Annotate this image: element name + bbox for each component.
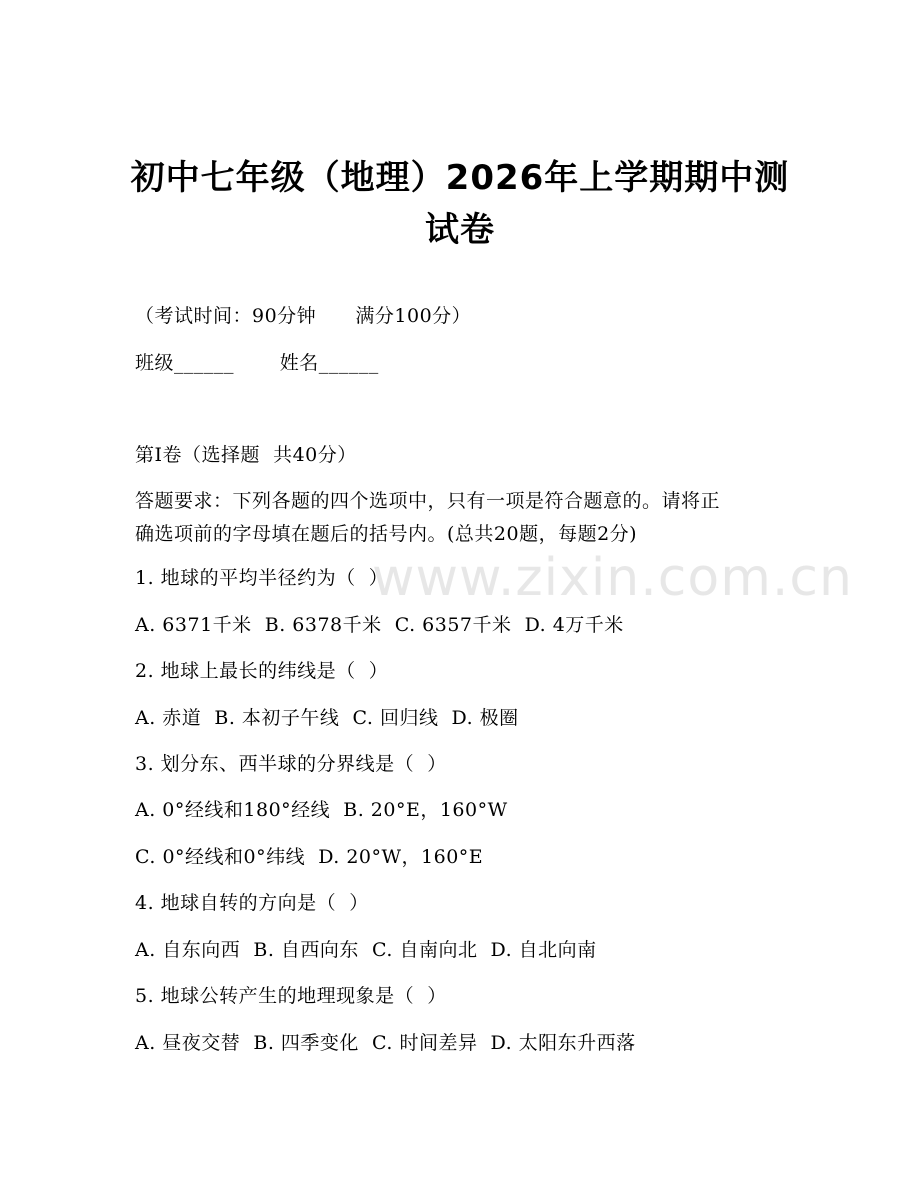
instructions-line-1: 答题要求：下列各题的四个选项中，只有一项是符合题意的。请将正 <box>135 490 721 512</box>
question-3-stem: 3. 划分东、西半球的分界线是（ ） <box>135 753 447 775</box>
section-heading: 第I卷（选择题 共40分） <box>135 444 357 466</box>
exam-info: （考试时间：90分钟 满分100分） <box>135 305 472 327</box>
question-4-options: A. 自东向西 B. 自西向东 C. 自南向北 D. 自北向南 <box>135 939 597 961</box>
question-3-options-line-2: C. 0°经线和0°纬线 D. 20°W，160°E <box>135 846 484 868</box>
question-2-options: A. 赤道 B. 本初子午线 C. 回归线 D. 极圈 <box>135 707 519 729</box>
question-5-options: A. 昼夜交替 B. 四季变化 C. 时间差异 D. 太阳东升西落 <box>135 1032 636 1054</box>
question-3-options-line-1: A. 0°经线和180°经线 B. 20°E，160°W <box>135 799 508 821</box>
question-1-options: A. 6371千米 B. 6378千米 C. 6357千米 D. 4万千米 <box>135 614 624 636</box>
class-name-line: 班级______ 姓名______ <box>135 352 379 374</box>
instructions-line-2: 确选项前的字母填在题后的括号内。(总共20题，每题2分) <box>135 523 638 545</box>
question-5-stem: 5. 地球公转产生的地理现象是（ ） <box>135 985 447 1007</box>
question-2-stem: 2. 地球上最长的纬线是（ ） <box>135 660 389 682</box>
question-1-stem: 1. 地球的平均半径约为（ ） <box>135 567 389 589</box>
question-4-stem: 4. 地球自转的方向是（ ） <box>135 892 369 914</box>
exam-title: 初中七年级（地理）2026年上学期期中测试卷 <box>130 158 790 250</box>
watermark-text: www.zixin.com.cn <box>372 548 853 608</box>
